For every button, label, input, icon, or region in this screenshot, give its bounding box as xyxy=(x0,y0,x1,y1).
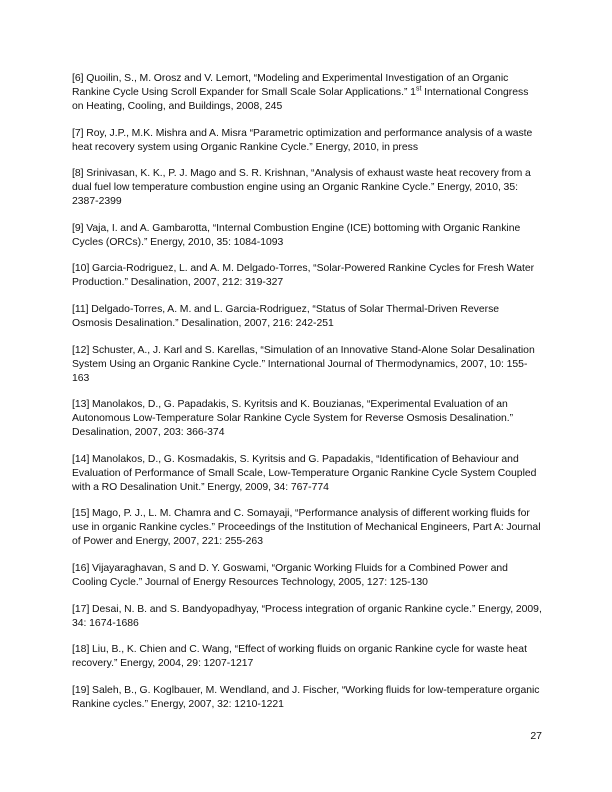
reference-text: [7] Roy, J.P., M.K. Mishra and A. Misra “Parametric optimization and performance analysis of a waste heat recovery system using Organic Rankine Cycle.” Energy, 2010, in press xyxy=(72,127,533,153)
reference-text: [8] Srinivasan, K. K., P. J. Mago and S. R. Krishnan, “Analysis of exhaust waste heat recovery from a dual fuel low temperature combustion engine using an Organic Rankine Cycle.” Energy, 2010, 35: 2387-2399 xyxy=(72,168,531,208)
page-number: 27 xyxy=(530,730,542,742)
reference-entry-17 xyxy=(72,603,542,631)
reference-entry-14 xyxy=(72,453,542,495)
reference-text: [10] Garcia-Rodriguez, L. and A. M. Delgado-Torres, “Solar-Powered Rankine Cycles for Fresh Water Production.” Desalination, 2007, 212: 319-327 xyxy=(72,263,535,289)
reference-entry-12 xyxy=(72,344,542,386)
reference-entry-6 xyxy=(72,72,542,114)
reference-text: [14] Manolakos, D., G. Kosmadakis, S. Kyritsis and G. Papadakis, “Identification of Behaviour and Evaluation of Performance of Small Scale, Low-Temperature Organic Rankine Cycle System Coupled with a RO Desalination Unit.” Energy, 2009, 34: 767-774 xyxy=(72,453,537,493)
reference-list xyxy=(72,72,542,724)
reference-text: [6] Quoilin, S., M. Orosz and V. Lemort, “Modeling and Experimental Investigation of an Organic Rankine Cycle Using Scroll Expander for Small Scale Solar Applications.” 1 xyxy=(72,73,509,98)
reference-entry-15 xyxy=(72,507,542,549)
reference-entry-8 xyxy=(72,167,542,209)
reference-entry-11 xyxy=(72,303,542,331)
reference-entry-10 xyxy=(72,262,542,290)
reference-entry-19 xyxy=(72,684,542,712)
reference-text: [11] Delgado-Torres, A. M. and L. Garcia-Rodriguez, “Status of Solar Thermal-Driven Reverse Osmosis Desalination.” Desalination, 2007, 216: 242-251 xyxy=(72,303,500,329)
reference-text: [19] Saleh, B., G. Koglbauer, M. Wendland, and J. Fischer, “Working fluids for low-temperature organic Rankine cycles.” Energy, 2007, 32: 1210-1221 xyxy=(72,684,540,710)
reference-entry-16 xyxy=(72,562,542,590)
reference-text: [12] Schuster, A., J. Karl and S. Karellas, “Simulation of an Innovative Stand-Alone Solar Desalination System Using an Organic Rankine Cycle.” International Journal of Thermodynamics, 2007, 10: 155-163 xyxy=(72,344,535,384)
reference-entry-7 xyxy=(72,127,542,155)
reference-entry-9 xyxy=(72,222,542,250)
reference-entry-18 xyxy=(72,643,542,671)
reference-text: [18] Liu, B., K. Chien and C. Wang, “Effect of working fluids on organic Rankine cycle for waste heat recovery.” Energy, 2004, 29: 1207-1217 xyxy=(72,644,527,670)
reference-text: [13] Manolakos, D., G. Papadakis, S. Kyritsis and K. Bouzianas, “Experimental Evaluation of an Autonomous Low-Temperature Solar Rankine Cycle System for Reverse Osmosis Desalination.” Desalination, 2007, 203: 366-374 xyxy=(72,399,514,439)
reference-text: [17] Desai, N. B. and S. Bandyopadhyay, “Process integration of organic Rankine cycle.” Energy, 2009, 34: 1674-1686 xyxy=(72,603,542,629)
reference-text: [9] Vaja, I. and A. Gambarotta, “Internal Combustion Engine (ICE) bottoming with Organic Rankine Cycles (ORCs).” Energy, 2010, 35: 1084-1093 xyxy=(72,222,521,248)
reference-text-continued: International Congress on Heating, Cooling, and Buildings, 2008, 245 xyxy=(72,87,529,112)
superscript-ordinal: st xyxy=(415,85,422,93)
reference-entry-13 xyxy=(72,398,542,440)
reference-text: [16] Vijayaraghavan, S and D. Y. Goswami, “Organic Working Fluids for a Combined Power and Cooling Cycle.” Journal of Energy Resources Technology, 2005, 127: 125-130 xyxy=(72,562,508,588)
reference-text: [15] Mago, P. J., L. M. Chamra and C. Somayaji, “Performance analysis of different working fluids for use in organic Rankine cycles.” Proceedings of the Institution of Mechanical Engineers, Part A: Journal of Power and Energy, 2007, 221: 255-263 xyxy=(72,508,541,548)
